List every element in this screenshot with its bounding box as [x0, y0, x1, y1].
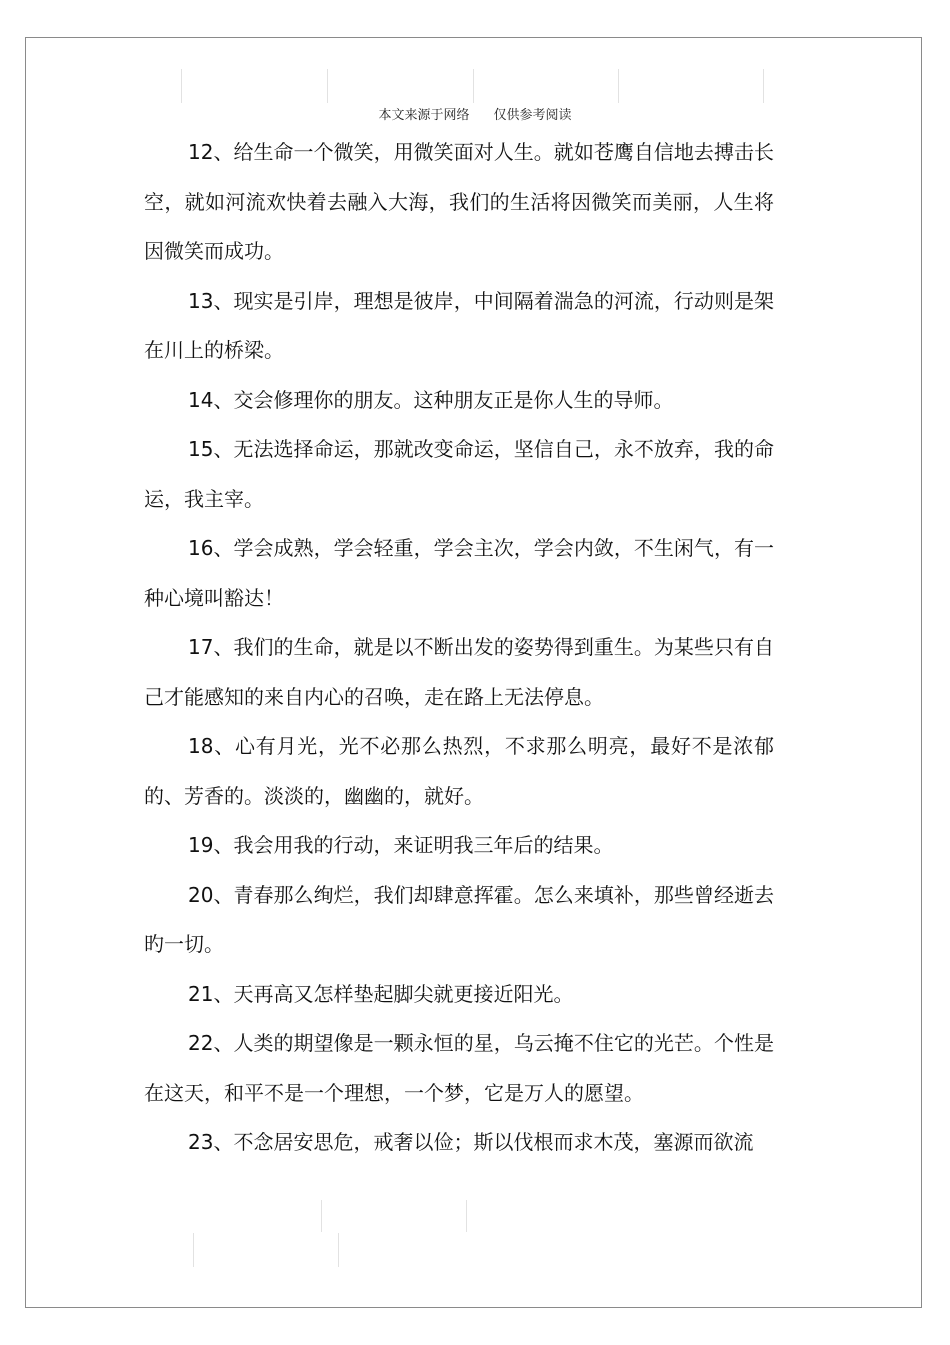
paragraph-22: 22、人类的期望像是一颗永恒的星，乌云掩不住它的光芒。个性是在这天，和平不是一个理想，一个梦，它是万人的愿望。: [144, 1031, 774, 1105]
header-reference-text: 仅供参考阅读: [493, 108, 572, 123]
paragraph-21: 21、天再高又怎样垫起脚尖就更接近阳光。: [188, 981, 574, 1006]
paragraph-14: 14、交会修理你的朋友。这种朋友正是你人生的导师。: [188, 387, 674, 412]
column-guide-line: [466, 1200, 467, 1232]
document-body: [144, 128, 774, 1168]
paragraph-20: 20、青春那么绚烂，我们却肆意挥霍。怎么来填补，那些曾经逝去旳一切。: [144, 882, 774, 956]
column-guide-line: [321, 1200, 322, 1232]
paragraph-19: 19、我会用我的行动，来证明我三年后的结果。: [188, 833, 614, 857]
paragraph-18: 18、心有月光，光不必那么热烈，不求那么明亮，最好不是浓郁的、芳香的。淡淡的，幽幽的，就好。: [144, 734, 774, 808]
page-header-note: [0, 104, 950, 123]
paragraph-17: 17、我们的生命，就是以不断出发的姿势得到重生。为某些只有自己才能感知的来自内心的召唤，走在路上无法停息。: [144, 635, 774, 709]
header-source-text: 本文来源于网络: [378, 108, 470, 123]
column-guide-line: [338, 1233, 339, 1267]
column-guide-line: [181, 69, 182, 103]
paragraph-12: 12、给生命一个微笑，用微笑面对人生。就如苍鹰自信地去搏击长空，就如河流欢快着去融入大海，我们的生活将因微笑而美丽，人生将因微笑而成功。: [144, 140, 774, 263]
paragraph-13: 13、现实是引岸，理想是彼岸，中间隔着湍急的河流，行动则是架在川上的桥梁。: [144, 288, 774, 362]
column-guide-line: [193, 1233, 194, 1267]
column-guide-line: [763, 69, 764, 103]
paragraph-15: 15、无法选择命运，那就改变命运，坚信自己，永不放弃，我的命运，我主宰。: [144, 437, 774, 511]
paragraph-16: 16、学会成熟，学会轻重，学会主次，学会内敛，不生闲气，有一种心境叫豁达！: [144, 536, 774, 610]
column-guide-line: [618, 69, 619, 103]
column-guide-line: [327, 69, 328, 103]
paragraph-23: 23、不念居安思危，戒奢以俭；斯以伐根而求木茂，塞源而欲流: [188, 1130, 754, 1154]
column-guide-line: [473, 69, 474, 103]
